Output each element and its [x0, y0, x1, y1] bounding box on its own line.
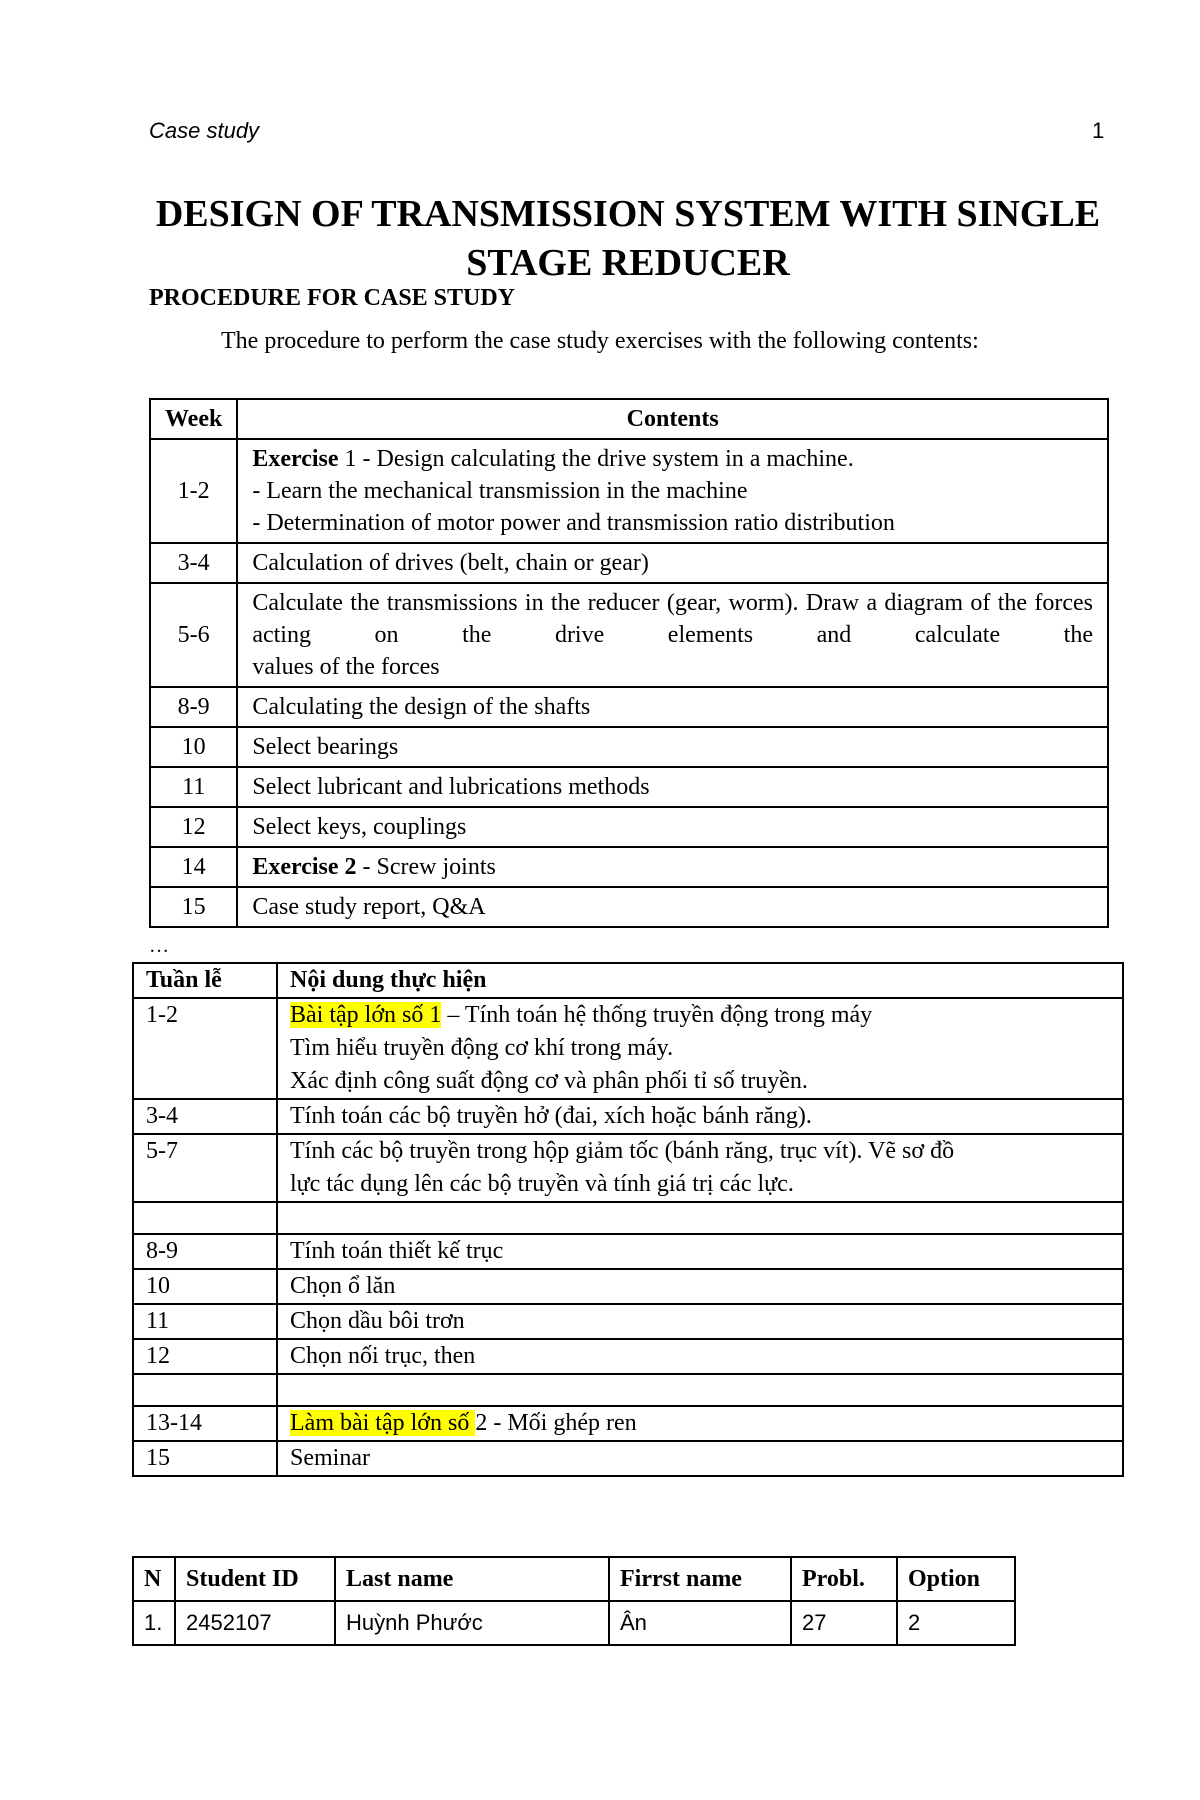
table-row [133, 1234, 1123, 1269]
contents-line: values of the forces [252, 654, 440, 680]
week-cell: 10 [133, 1269, 277, 1304]
section-heading: PROCEDURE FOR CASE STUDY [149, 285, 516, 311]
column-header-n: N [133, 1557, 175, 1601]
column-header-option: Option [897, 1557, 1015, 1601]
contents-cell [277, 1374, 1123, 1406]
contents-cell: Select keys, couplings [237, 807, 1108, 847]
table-row [133, 1339, 1123, 1374]
table-row [150, 583, 1108, 687]
week-cell: 12 [150, 807, 237, 847]
table-row [133, 1601, 1015, 1645]
contents-cell [277, 1134, 1123, 1202]
week-cell: 13-14 [133, 1406, 277, 1441]
table-row [133, 998, 1123, 1099]
contents-cell [277, 998, 1123, 1099]
column-header-problem: Probl. [791, 1557, 897, 1601]
contents-cell [277, 1406, 1123, 1441]
highlighted-text: Làm bài tập lớn số [290, 1410, 476, 1436]
table-row [150, 439, 1108, 543]
table-row [133, 1134, 1123, 1202]
table-row [133, 1441, 1123, 1476]
option-cell: 2 [897, 1601, 1015, 1645]
exercise-label: Exercise [252, 446, 339, 472]
column-header-contents: Contents [237, 399, 1108, 439]
contents-cell: Chọn ổ lăn [277, 1269, 1123, 1304]
table-header-row [150, 399, 1108, 439]
table-header-row [133, 1557, 1015, 1601]
contents-text: Calculate the transmissions in the reducer (gear, worm). Draw a diagram of the forces acting on the drive elements and calculate the [252, 590, 1093, 648]
contents-cell: Seminar [277, 1441, 1123, 1476]
week-cell [133, 1374, 277, 1406]
table-row [150, 807, 1108, 847]
schedule-table-vietnamese [132, 962, 1124, 1477]
table-row [133, 1099, 1123, 1134]
contents-cell [237, 583, 1108, 687]
contents-cell [237, 439, 1108, 543]
week-cell: 12 [133, 1339, 277, 1374]
week-cell: 14 [150, 847, 237, 887]
contents-cell: Calculating the design of the shafts [237, 687, 1108, 727]
n-cell: 1. [133, 1601, 175, 1645]
contents-line: Tìm hiểu truyền động cơ khí trong máy. [290, 1035, 674, 1061]
contents-text: - Screw joints [356, 854, 496, 880]
contents-cell [277, 1202, 1123, 1234]
table-row [150, 727, 1108, 767]
contents-text: 2 - Mối ghép ren [475, 1410, 637, 1436]
problem-cell: 27 [791, 1601, 897, 1645]
column-header-week: Tuần lễ [133, 963, 277, 998]
contents-cell: Calculation of drives (belt, chain or gear) [237, 543, 1108, 583]
empty-row [133, 1374, 1123, 1406]
column-header-contents: Nội dung thực hiện [277, 963, 1123, 998]
highlighted-text: Bài tập lớn số 1 [290, 1002, 442, 1028]
contents-cell [237, 847, 1108, 887]
contents-text: – Tính toán hệ thống truyền động trong máy [441, 1002, 873, 1028]
week-cell: 15 [150, 887, 237, 927]
schedule-table-english [149, 398, 1109, 928]
week-cell: 5-6 [150, 583, 237, 687]
week-cell: 15 [133, 1441, 277, 1476]
contents-cell: Chọn nối trục, then [277, 1339, 1123, 1374]
contents-line: - Learn the mechanical transmission in the machine [252, 478, 748, 504]
contents-cell: Case study report, Q&A [237, 887, 1108, 927]
page-number: 1 [1092, 118, 1105, 143]
first-name-cell: Ân [609, 1601, 791, 1645]
table-row [150, 687, 1108, 727]
week-cell: 3-4 [150, 543, 237, 583]
last-name-cell: Huỳnh Phước [335, 1601, 609, 1645]
column-header-first-name: Firrst name [609, 1557, 791, 1601]
contents-line: Xác định công suất động cơ và phân phối tỉ số truyền. [290, 1068, 808, 1094]
student-info-table [132, 1556, 1016, 1646]
week-cell: 10 [150, 727, 237, 767]
table-header-row [133, 963, 1123, 998]
contents-cell: Select lubricant and lubrications methods [237, 767, 1108, 807]
contents-line: lực tác dụng lên các bộ truyền và tính giá trị các lực. [290, 1171, 794, 1197]
document-title: DESIGN OF TRANSMISSION SYSTEM WITH SINGLE STAGE REDUCER [155, 193, 1101, 284]
table-row [150, 767, 1108, 807]
table-row [133, 1406, 1123, 1441]
table-row [133, 1304, 1123, 1339]
column-header-student-id: Student ID [175, 1557, 335, 1601]
table-row [133, 1269, 1123, 1304]
week-cell: 8-9 [150, 687, 237, 727]
week-cell: 1-2 [150, 439, 237, 543]
exercise-label: Exercise 2 [252, 854, 357, 880]
week-cell: 1-2 [133, 998, 277, 1099]
contents-cell: Tính toán các bộ truyền hở (đai, xích hoặc bánh răng). [277, 1099, 1123, 1134]
table-row [150, 847, 1108, 887]
week-cell [133, 1202, 277, 1234]
running-header: Case study [149, 118, 260, 143]
student-id-cell: 2452107 [175, 1601, 335, 1645]
contents-cell: Chọn dầu bôi trơn [277, 1304, 1123, 1339]
table-row [150, 887, 1108, 927]
week-cell: 8-9 [133, 1234, 277, 1269]
contents-text: 1 - Design calculating the drive system in a machine. [338, 446, 854, 472]
empty-row [133, 1202, 1123, 1234]
week-cell: 11 [133, 1304, 277, 1339]
column-header-week: Week [150, 399, 237, 439]
table-row [150, 543, 1108, 583]
contents-text: Tính các bộ truyền trong hộp giảm tốc (bánh răng, trục vít). Vẽ sơ đồ [290, 1138, 955, 1164]
intro-paragraph [149, 325, 1107, 358]
contents-line: - Determination of motor power and transmission ratio distribution [252, 510, 895, 536]
contents-cell: Tính toán thiết kế trục [277, 1234, 1123, 1269]
column-header-last-name: Last name [335, 1557, 609, 1601]
intro-text: The procedure to perform the case study exercises with the following contents: [221, 328, 979, 354]
contents-cell: Select bearings [237, 727, 1108, 767]
week-cell: 11 [150, 767, 237, 807]
week-cell: 5-7 [133, 1134, 277, 1202]
week-cell: 3-4 [133, 1099, 277, 1134]
ellipsis: … [149, 935, 169, 957]
